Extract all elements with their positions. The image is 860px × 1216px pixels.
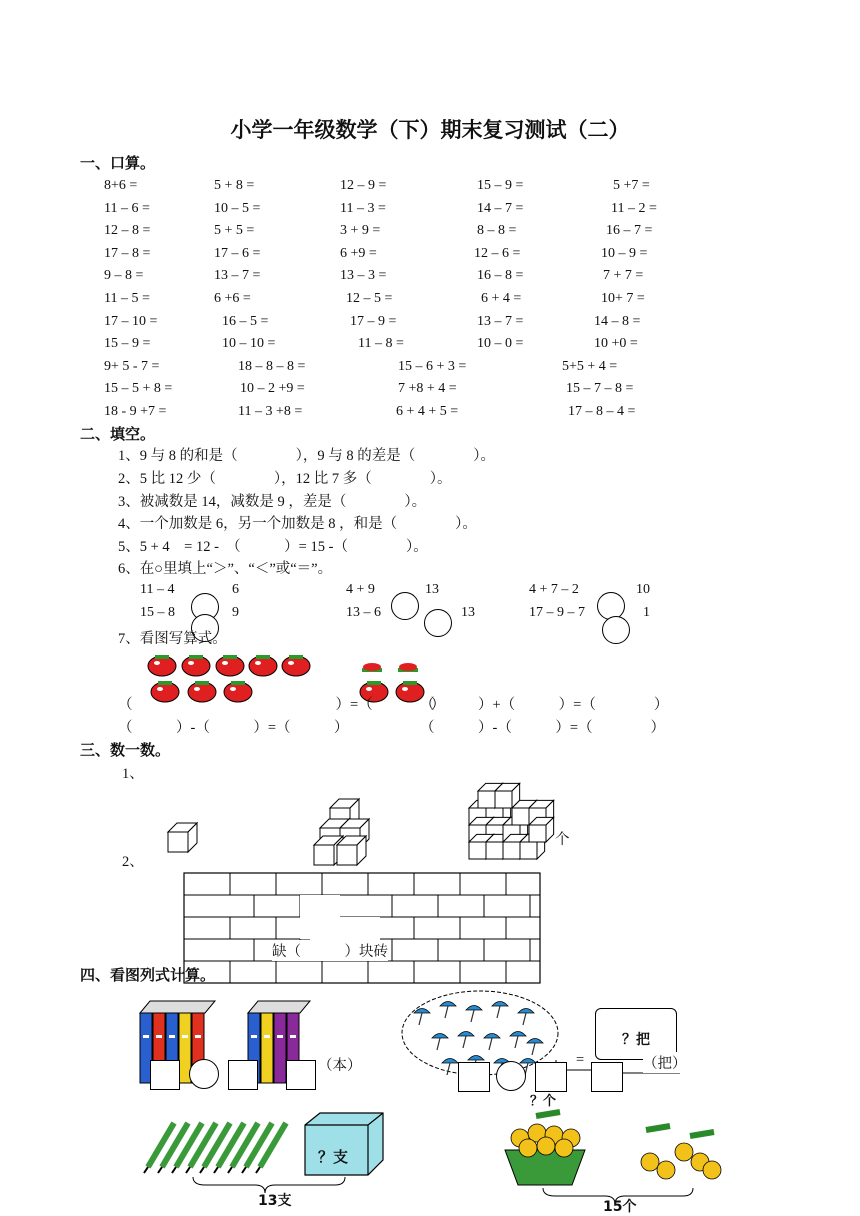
unknown-count-label: ？个 xyxy=(530,1094,557,1109)
oral-math-item: 6 + 4 = xyxy=(481,291,522,306)
section-3-heading: 三、数一数。 xyxy=(80,741,171,759)
apple-shine xyxy=(157,687,163,691)
oral-math-item: 13 – 7 = xyxy=(214,268,261,284)
apple-shine xyxy=(402,687,408,691)
equals-sign: = xyxy=(576,1052,585,1068)
compare-r1-d: 13 xyxy=(425,582,439,597)
oral-math-item: 17 – 8 – 4 = xyxy=(568,404,636,419)
apple-shine xyxy=(222,661,228,665)
orange-icon xyxy=(555,1139,573,1157)
section-2-heading: 二、填空。 xyxy=(80,425,156,443)
cube-front xyxy=(495,791,512,808)
compare-r2-d: 13 xyxy=(461,605,475,620)
compare-r2-f: 1 xyxy=(643,605,650,620)
oral-math-item: 6 +9 = xyxy=(340,245,377,261)
missing-bricks-text: 缺（ ）块砖 xyxy=(272,940,388,961)
apple-shine xyxy=(255,661,261,665)
oral-math-item: 5+5 + 4 = xyxy=(562,358,618,374)
answer-box[interactable] xyxy=(458,1062,490,1092)
oral-math-item: 11 – 5 = xyxy=(104,291,150,306)
count-question-1: 1、 xyxy=(122,766,144,782)
cube-front xyxy=(503,842,520,859)
compare-r2-a: 15 – 8 xyxy=(140,605,175,620)
oral-math-item: 11 – 6 = xyxy=(104,200,150,216)
oral-math-item: 3 + 9 = xyxy=(340,223,381,239)
umbrellas-picture xyxy=(0,988,860,1098)
oral-math-item: 10 +0 = xyxy=(594,336,638,352)
fill-question-1: 1、9 与 8 的和是（ ），9 与 8 的差是（ ）。 xyxy=(118,448,495,464)
fill-question-7: 7、看图写算式。 xyxy=(118,631,227,647)
oral-math-item: 12 – 9 = xyxy=(340,178,387,193)
oral-math-item: 15 – 9 = xyxy=(477,178,524,193)
oral-math-item: 16 – 7 = xyxy=(606,223,653,239)
apple-shine xyxy=(230,687,236,691)
cube-front xyxy=(469,842,486,859)
cube-front xyxy=(478,791,495,808)
orange-icon xyxy=(675,1143,693,1161)
oral-math-item: 10 – 0 = xyxy=(477,336,524,352)
oral-math-item: 7 +8 + 4 = xyxy=(398,381,457,397)
section-1-heading: 一、口算。 xyxy=(80,154,156,172)
compare-circle[interactable] xyxy=(602,616,630,644)
oral-math-item: 17 – 10 = xyxy=(104,313,158,329)
fill-question-3: 3、被减数是 14，减数是 9 ，差是（ ）。 xyxy=(118,494,427,510)
fill-question-2: 2、5 比 12 少（ ），12 比 7 多（ ）。 xyxy=(118,471,452,487)
oral-math-item: 11 – 2 = xyxy=(611,200,657,216)
compare-r1-c: 4 + 9 xyxy=(346,582,375,597)
cube-front xyxy=(337,845,357,865)
orange-icon xyxy=(641,1153,659,1171)
orange-leaf-icon xyxy=(536,1112,560,1116)
oral-math-item: 11 – 8 = xyxy=(358,336,404,352)
oral-math-item: 13 – 7 = xyxy=(477,313,524,329)
apple-shine xyxy=(288,661,294,665)
oral-math-item: 6 +6 = xyxy=(214,291,251,306)
compare-r1-a: 11 – 4 xyxy=(140,582,175,597)
oral-math-item: 10 – 5 = xyxy=(214,200,261,216)
count-question-2: 2、 xyxy=(122,854,144,870)
cube-front xyxy=(520,842,537,859)
orange-icon xyxy=(657,1161,675,1179)
page-title: 小学一年级数学（下）期末复习测试（二） xyxy=(230,118,630,142)
fill-question-4: 4、一个加数是 6，另一个加数是 8 ，和是（ ）。 xyxy=(118,516,477,532)
apple-shine xyxy=(188,661,194,665)
picture-eq-1-right: （ ）+（ ）=（ ） xyxy=(420,697,669,713)
orange-leaf-icon xyxy=(690,1132,714,1136)
orange-icon xyxy=(519,1139,537,1157)
cube-front xyxy=(512,808,529,825)
oral-math-item: 16 – 8 = xyxy=(477,268,524,284)
oral-math-item: 10 – 2 +9 = xyxy=(240,381,305,397)
oral-math-item: 14 – 8 = xyxy=(594,313,641,329)
cube-front xyxy=(486,842,503,859)
oranges-picture xyxy=(0,1100,860,1210)
compare-circle[interactable] xyxy=(391,592,419,620)
oral-math-item: 15 – 5 + 8 = xyxy=(104,381,173,397)
oral-math-item: 10 – 9 = xyxy=(601,245,648,261)
umbrella-unit: （把） xyxy=(643,1052,687,1073)
apple-shine xyxy=(366,687,372,691)
operator-circle[interactable] xyxy=(496,1061,526,1091)
oral-math-item: 15 – 9 = xyxy=(104,336,151,352)
oral-math-item: 12 – 5 = xyxy=(346,291,393,306)
oral-math-item: 14 – 7 = xyxy=(477,200,524,216)
oral-math-item: 17 – 8 = xyxy=(104,245,151,261)
section-4-heading: 四、看图列式计算。 xyxy=(80,966,216,984)
orange-icon xyxy=(703,1161,721,1179)
oral-math-item: 11 – 3 +8 = xyxy=(238,404,303,419)
oral-math-item: 9+ 5 - 7 = xyxy=(104,358,160,374)
oral-math-item: 12 – 6 = xyxy=(474,245,521,261)
oral-math-item: 18 - 9 +7 = xyxy=(104,404,167,419)
oral-math-item: 9 – 8 = xyxy=(104,268,144,284)
compare-r1-f: 10 xyxy=(636,582,650,597)
oral-math-item: 18 – 8 – 8 = xyxy=(238,358,306,374)
cube-front xyxy=(314,845,334,865)
oral-math-item: 5 + 8 = xyxy=(214,178,255,193)
answer-box[interactable] xyxy=(591,1062,623,1092)
picture-eq-2-right: （ ）-（ ）=（ ） xyxy=(420,720,666,736)
unknown-umbrella-label: ？把 xyxy=(622,1032,650,1048)
oral-math-item: 15 – 7 – 8 = xyxy=(566,381,634,397)
fill-question-5: 5、5 + 4 = 12 - （ ）= 15 -（ ）。 xyxy=(118,539,428,555)
compare-r2-b: 9 xyxy=(232,605,239,620)
oral-math-item: 7 + 7 = xyxy=(603,268,644,284)
compare-r2-c: 13 – 6 xyxy=(346,605,381,620)
cube-front xyxy=(168,832,188,852)
compare-r2-e: 17 – 9 – 7 xyxy=(529,605,585,620)
pencil-box-label: ？支 xyxy=(318,1148,349,1166)
fruit-total-label: 15个 xyxy=(603,1199,637,1215)
orange-icon xyxy=(537,1137,555,1155)
oral-math-item: 6 + 4 + 5 = xyxy=(396,404,459,419)
fill-question-6: 6、在○里填上“＞”、“＜”或“＝”。 xyxy=(118,561,333,577)
compare-r1-b: 6 xyxy=(232,582,239,597)
oral-math-item: 10 – 10 = xyxy=(222,336,276,352)
books-unit: （本） xyxy=(318,1058,362,1074)
oral-math-item: 5 + 5 = xyxy=(214,223,255,239)
oral-math-item: 15 – 6 + 3 = xyxy=(398,358,467,374)
oral-math-item: 17 – 6 = xyxy=(214,245,261,261)
apple-shine xyxy=(154,661,160,665)
compare-circle[interactable] xyxy=(424,609,452,637)
oral-math-item: 5 +7 = xyxy=(613,178,650,193)
orange-leaf-icon xyxy=(646,1126,670,1130)
picture-eq-2-left: （ ）-（ ）=（ ） xyxy=(118,720,349,736)
compare-r1-e: 4 + 7 – 2 xyxy=(529,582,579,597)
picture-eq-1-left: （ ）=（ ） xyxy=(118,697,446,713)
oral-math-item: 13 – 3 = xyxy=(340,268,387,284)
cube-unit: 个 xyxy=(555,832,570,848)
oral-math-item: 12 – 8 = xyxy=(104,223,151,239)
oral-math-item: 17 – 9 = xyxy=(350,313,397,329)
apple-icon xyxy=(363,663,381,671)
apple-shine xyxy=(194,687,200,691)
apple-icon xyxy=(399,663,417,671)
oral-math-item: 8 – 8 = xyxy=(477,223,517,239)
answer-box[interactable] xyxy=(535,1062,567,1092)
oral-math-item: 10+ 7 = xyxy=(601,291,645,306)
pencil-total-label: 13支 xyxy=(258,1193,292,1209)
oral-math-item: 11 – 3 = xyxy=(340,200,386,216)
oral-math-item: 16 – 5 = xyxy=(222,313,269,329)
cube-front xyxy=(529,825,546,842)
oral-math-item: 8+6 = xyxy=(104,178,138,193)
